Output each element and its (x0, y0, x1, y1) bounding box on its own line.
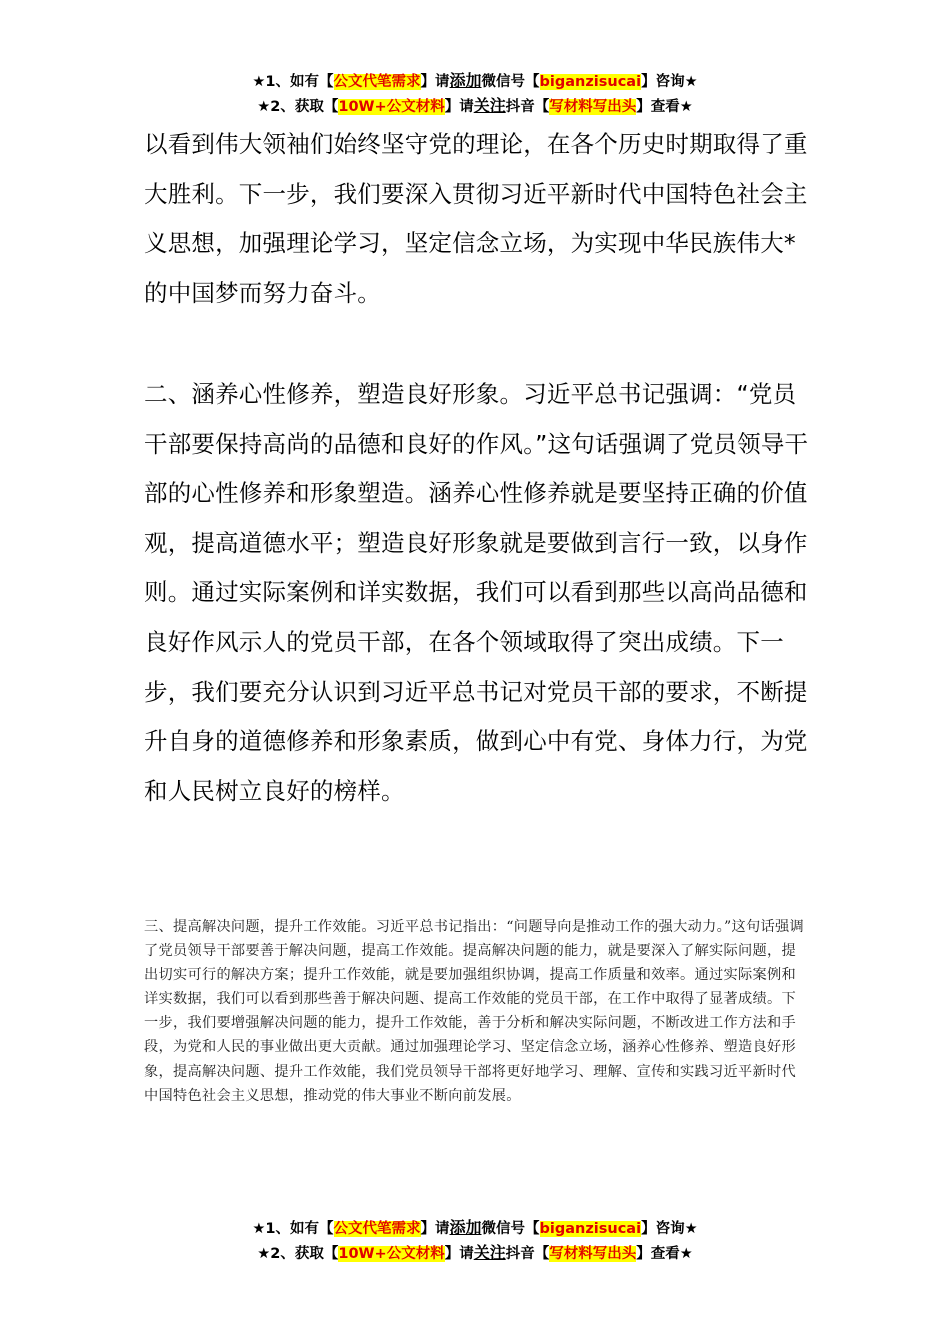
paragraph-text: 二、涵养心性修养，塑造良好形象。习近平总书记强调：“党员干部要保持高尚的品德和良好的作风。”这句话强调了党员领导干部的心性修养和形象塑造。涵养心性修养就是要坚持正确的价值观，提高道德水平；塑造良好形象就是要做到言行一致，以身作则。通过实际案例和详实数据，我们可以看到那些以高尚品德和良好作风示人的党员干部，在各个领域取得了突出成绩。下一步，我们要充分认识到习近平总书记对党员干部的要求，不断提升自身的道德修养和形象素质，做到心中有党、身体力行，为党和人民树立良好的榜样。 (144, 380, 809, 805)
promo-text: 抖音【 (505, 1246, 550, 1262)
highlight-wechat-id: biganzisucai (539, 1221, 642, 1237)
promo-line-1 (0, 69, 950, 94)
promo-text: 】咨询★ (641, 74, 698, 90)
highlight-materials: 10W+公文材料 (338, 1246, 445, 1262)
section-3-paragraph (144, 915, 809, 1108)
bottom-promo-banner (0, 1216, 950, 1266)
underlined-word: 关注 (473, 96, 506, 115)
promo-line-2 (0, 1241, 950, 1266)
promo-line-2 (0, 94, 950, 119)
highlight-service: 公文代笔需求 (333, 1221, 421, 1237)
highlight-douyin-account: 写材料写出头 (549, 1246, 637, 1262)
section-2-paragraph (144, 370, 812, 816)
highlight-service: 公文代笔需求 (333, 74, 421, 90)
promo-text: 】查看★ (636, 1246, 693, 1262)
top-promo-banner (0, 69, 950, 119)
promo-text: 】请 (420, 1221, 450, 1237)
promo-text: ★2、获取【 (257, 1246, 339, 1262)
promo-text: ★1、如有【 (252, 1221, 334, 1237)
underlined-word: 关注 (473, 1243, 506, 1262)
promo-text: 】查看★ (636, 99, 693, 115)
highlight-douyin-account: 写材料写出头 (549, 99, 637, 115)
promo-text: 微信号【 (481, 74, 540, 90)
underlined-word: 添加 (449, 71, 482, 90)
promo-text: ★1、如有【 (252, 74, 334, 90)
paragraph-text: 三、提高解决问题，提升工作效能。习近平总书记指出：“问题导向是推动工作的强大动力。”这句话强调了党员领导干部要善于解决问题，提高工作效能。提高解决问题的能力，就是要深入了解实际问题，提出切实可行的解决方案；提升工作效能，就是要加强组织协调，提高工作质量和效率。通过实际案例和详实数据，我们可以看到那些善于解决问题、提高工作效能的党员干部，在工作中取得了显著成绩。下一步，我们要增强解决问题的能力，提升工作效能，善于分析和解决实际问题，不断改进工作方法和手段，为党和人民的事业做出更大贡献。通过加强理论学习、坚定信念立场，涵养心性修养、塑造良好形象，提高解决问题、提升工作效能，我们党员领导干部将更好地学习、理解、宣传和实践习近平新时代中国特色社会主义思想，推动党的伟大事业不断向前发展。 (144, 919, 804, 1104)
promo-text: 】请 (420, 74, 450, 90)
underlined-word: 添加 (449, 1218, 482, 1237)
promo-text: ★2、获取【 (257, 99, 339, 115)
promo-text: 】请 (444, 99, 474, 115)
promo-text: 抖音【 (505, 99, 550, 115)
highlight-wechat-id: biganzisucai (539, 74, 642, 90)
promo-text: 】咨询★ (641, 1221, 698, 1237)
highlight-materials: 10W+公文材料 (338, 99, 445, 115)
paragraph-text: 以看到伟大领袖们始终坚守党的理论，在各个历史时期取得了重大胜利。下一步，我们要深入贯彻习近平新时代中国特色社会主义思想，加强理论学习，坚定信念立场，为实现中华民族伟大*的中国梦而努力奋斗。 (144, 130, 808, 307)
promo-line-1 (0, 1216, 950, 1241)
promo-text: 微信号【 (481, 1221, 540, 1237)
continuation-paragraph (144, 120, 812, 318)
promo-text: 】请 (444, 1246, 474, 1262)
